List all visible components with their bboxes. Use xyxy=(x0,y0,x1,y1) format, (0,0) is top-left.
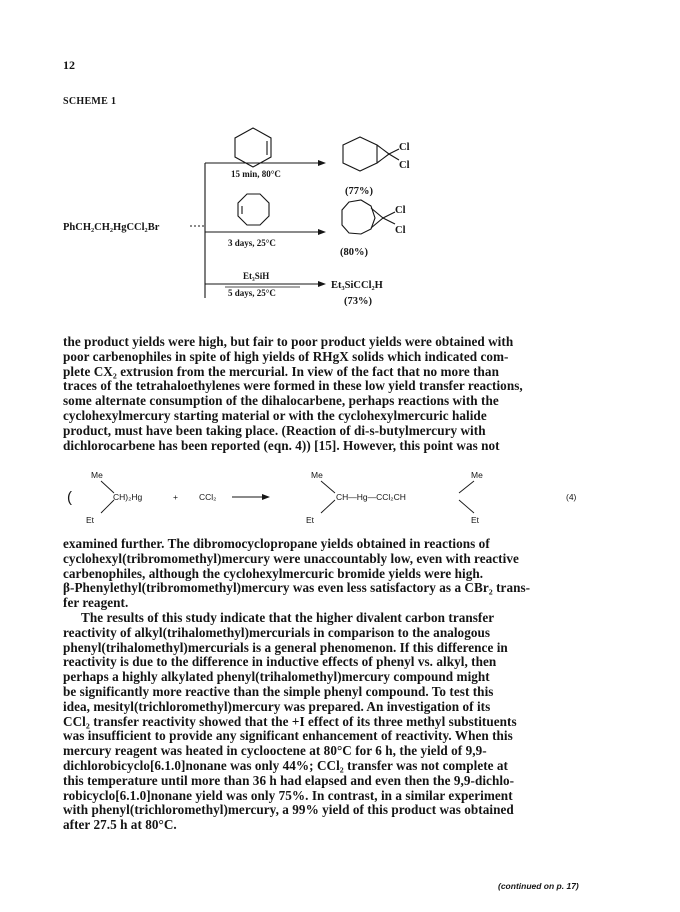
text-line: product, must have been taking place. (Reaction of di-s-butylmercury with xyxy=(63,422,486,438)
text-line: robicyclo[6.1.0]nonane yield was only 75%. In contrast, in a similar experiment xyxy=(63,787,513,803)
text-line: traces of the tetrahaloethylenes were formed in these low yield transfer reactions, xyxy=(63,378,523,394)
page-number: 12 xyxy=(63,58,75,72)
text-line: dichlorobicyclo[6.1.0]nonane was only 44%; CCl₂ transfer was not complete at xyxy=(63,757,508,773)
product-2-ring xyxy=(342,200,375,234)
text-line: be significantly more reactive than the simple phenyl compound. To test this xyxy=(63,683,494,699)
text-line: fer reagent. xyxy=(63,595,129,611)
paragraph-2 xyxy=(63,537,625,611)
cl-label: Cl xyxy=(395,225,406,236)
condition-1: 15 min, 80°C xyxy=(231,169,281,179)
text-line: idea, mesityl(trichloromethyl)mercury was prepared. An investigation of its xyxy=(63,698,491,714)
product-3: Et₃SiCCl₂H xyxy=(331,280,383,291)
arrowhead-2 xyxy=(318,229,326,235)
product-3-yield: (73%) xyxy=(344,296,372,307)
text-line: plete CX₂ extrusion from the mercurial. In view of the fact that no more than xyxy=(63,363,499,379)
text-line: cyclohexylmercury starting material or with the cyclohexylmercuric halide xyxy=(63,407,487,423)
cl-label: Cl xyxy=(399,142,410,153)
eq-me-mid: Me xyxy=(311,470,323,480)
product-1-yield: (77%) xyxy=(345,186,373,197)
text-line: perhaps a highly alkylated phenyl(trihalomethyl)mercury compound might xyxy=(63,669,490,685)
text-line: some alternate consumption of the dihalocarbene, perhaps reactions with the xyxy=(63,393,499,409)
cyclohexene-ring xyxy=(235,128,271,167)
eq-me-left: Me xyxy=(91,470,103,480)
paragraph-3 xyxy=(63,611,625,833)
text-line: the product yields were high, but fair to poor product yields were obtained with xyxy=(63,334,514,349)
text-line: β-Phenylethyl(tribromomethyl)mercury was even less satisfactory as a CBr₂ trans- xyxy=(63,580,531,596)
eq-number: (4) xyxy=(566,492,577,502)
paragraph-1 xyxy=(63,335,625,453)
eq-me-right: Me xyxy=(471,470,483,480)
eq-reagent: CCl₂ xyxy=(199,492,217,502)
text-line: The results of this study indicate that the higher divalent carbon transfer xyxy=(81,610,495,625)
cyclooctene-ring xyxy=(238,194,269,225)
cl-label: Cl xyxy=(399,160,410,171)
arrowhead-1 xyxy=(318,160,326,166)
text-line: this temperature until more than 36 h had elapsed and even then the 9,9-dichlo- xyxy=(63,772,515,788)
eq-et-left: Et xyxy=(86,515,95,525)
eq-et-mid: Et xyxy=(306,515,315,525)
eq-plus: + xyxy=(173,492,178,502)
text-line: dichlorocarbene has been reported (eqn. 4)) [15]. However, this point was not xyxy=(63,437,500,453)
eq-left-group: CH)₂Hg xyxy=(113,492,143,502)
text-line: poor carbenophiles in spite of high yields of RHgX solids which indicated com- xyxy=(63,348,509,364)
condition-3: 5 days, 25°C xyxy=(228,288,276,298)
eq-open-paren: ( xyxy=(67,489,72,506)
text-line: phenyl(trihalomethyl)mercurials is a general phenomenon. If this difference in xyxy=(63,639,508,655)
condition-2: 3 days, 25°C xyxy=(228,238,276,248)
text-line: examined further. The dibromocyclopropane yields obtained in reactions of xyxy=(63,536,490,551)
text-line: reactivity is due to the difference in inductive effects of phenyl vs. alkyl, then xyxy=(63,654,497,670)
scheme-label: SCHEME 1 xyxy=(63,96,117,107)
text-line: carbenophiles, although the cyclohexylmercuric bromide yields were high. xyxy=(63,565,484,581)
scheme-reactant: PhCH₂CH₂HgCCl₂Br xyxy=(63,222,160,233)
eq-product: CH—Hg—CCl₂CH xyxy=(336,492,406,502)
text-line: after 27.5 h at 80°C. xyxy=(63,817,177,833)
arrowhead-3 xyxy=(318,281,326,287)
reagent-3: Et₃SiH xyxy=(243,271,270,281)
text-line: mercury reagent was heated in cyclooctene at 80°C for 6 h, the yield of 9,9- xyxy=(63,743,487,759)
continued-note: (continued on p. 17) xyxy=(498,881,579,891)
text-line: reactivity of alkyl(trihalomethyl)mercurials in comparison to the analogous xyxy=(63,624,491,640)
text-line: was insufficient to provide any significant enhancement of reactivity. When this xyxy=(63,728,513,744)
eq-et-right: Et xyxy=(471,515,480,525)
text-line: with phenyl(trichloromethyl)mercury, a 99% yield of this product was obtained xyxy=(63,802,514,818)
product-1-ring xyxy=(343,137,377,171)
product-2-yield: (80%) xyxy=(340,247,368,258)
text-line: cyclohexyl(tribromomethyl)mercury were unaccountably low, even with reactive xyxy=(63,550,519,566)
cl-label: Cl xyxy=(395,205,406,216)
reaction-scheme xyxy=(0,0,680,320)
text-line: CCl₂ transfer reactivity showed that the +I effect of its three methyl substituents xyxy=(63,713,517,729)
